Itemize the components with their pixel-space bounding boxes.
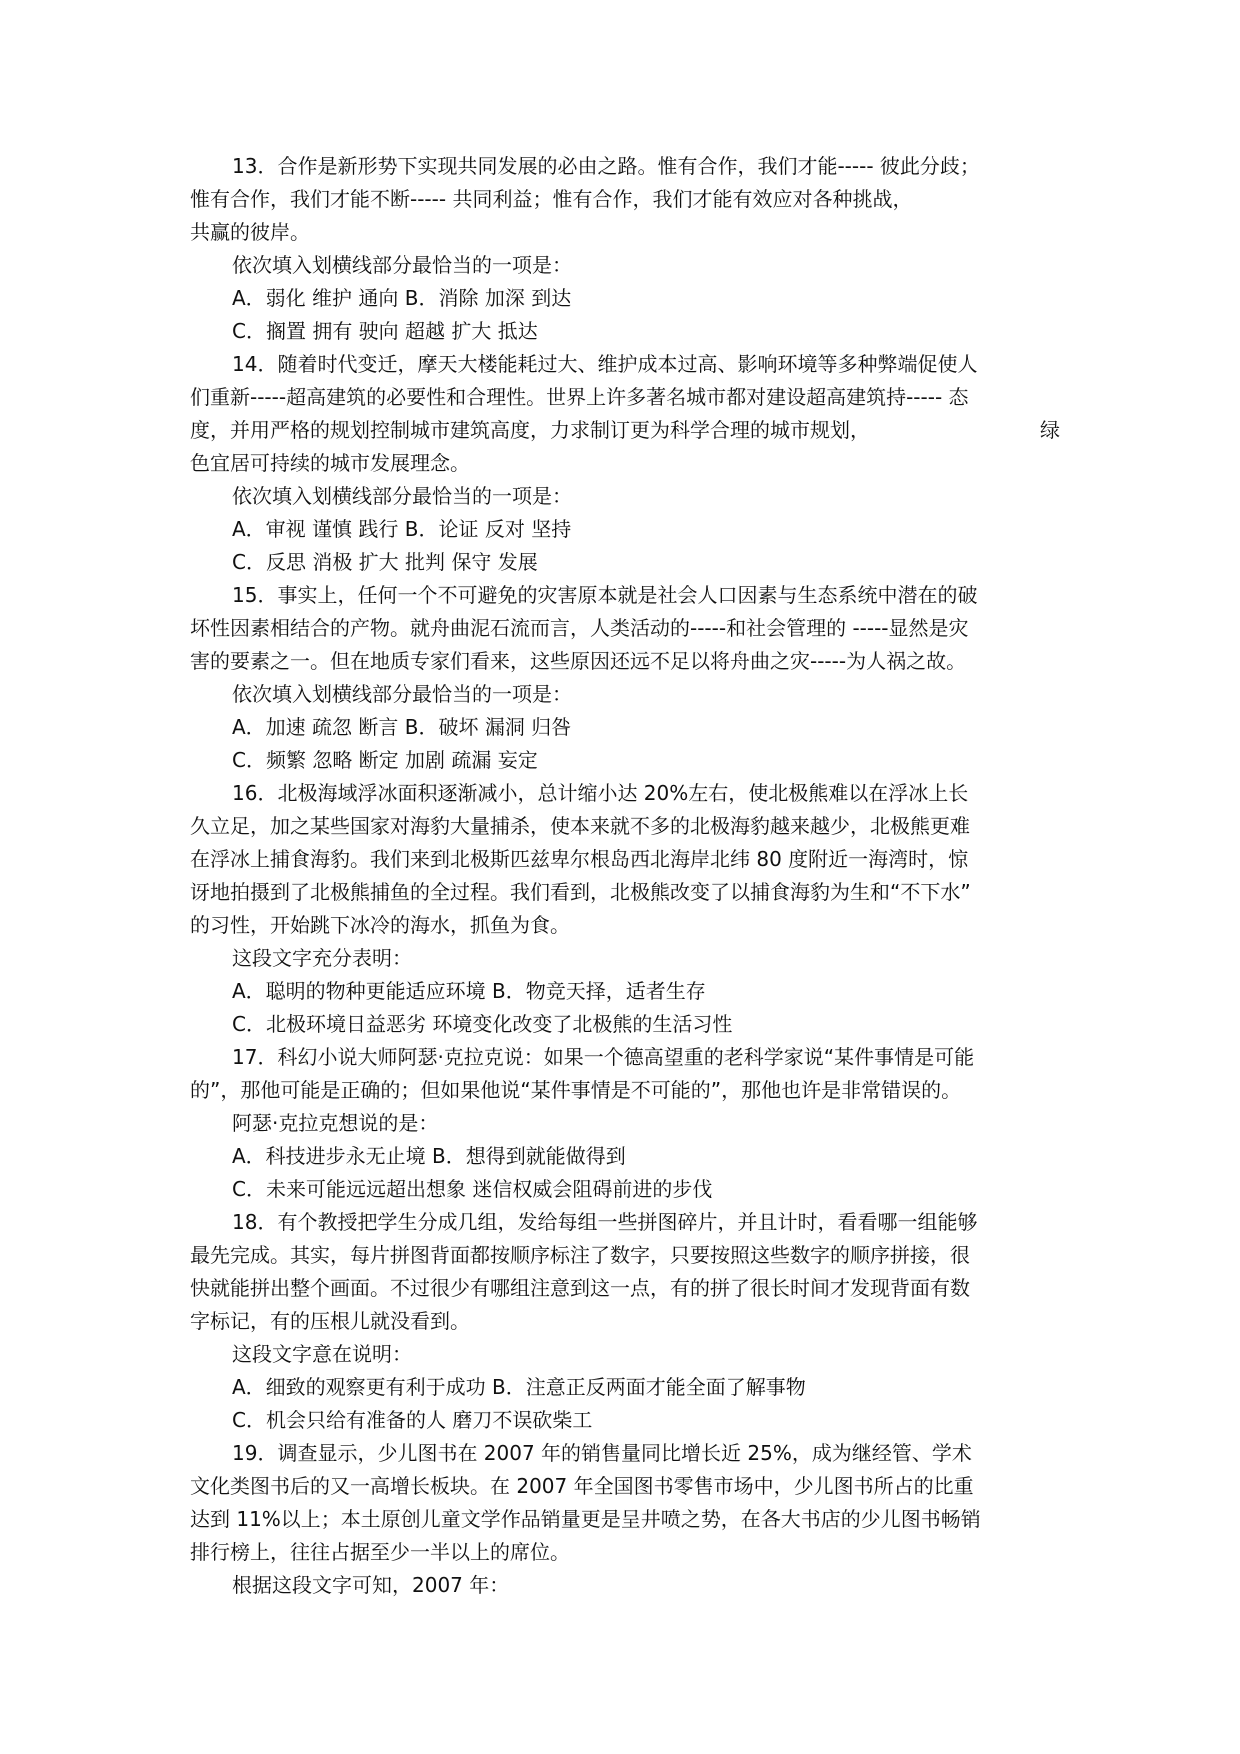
question-text-line: 讶地拍摄到了北极熊捕鱼的全过程。我们看到，北极熊改变了以捕食海豹为生和“不下水” [190, 880, 971, 904]
document-page [190, 150, 1060, 1602]
question-prompt: 依次填入划横线部分最恰当的一项是： [232, 682, 572, 706]
question-14 [190, 348, 1060, 579]
question-text-line: 17．科幻小说大师阿瑟·克拉克说：如果一个德高望重的老科学家说“某件事情是可能 [232, 1045, 975, 1069]
question-text-line: 的习性，开始跳下冰冷的海水，抓鱼为食。 [190, 913, 570, 937]
question-text-line: 久立足，加之某些国家对海豹大量捕杀，使本来就不多的北极海豹越来越少，北极熊更难 [190, 814, 970, 838]
question-prompt: 根据这段文字可知，2007 年： [232, 1573, 510, 1597]
question-text-line: 最先完成。其实，每片拼图背面都按顺序标注了数字，只要按照这些数字的顺序拼接，很 [190, 1243, 970, 1267]
question-text-line: 惟有合作，我们才能不断----- 共同利益；惟有合作，我们才能有效应对各种挑战， [190, 187, 913, 211]
question-text-line: 的”，那他可能是正确的；但如果他说“某件事情是不可能的”，那他也许是非常错误的。 [190, 1078, 962, 1102]
question-text-line: 18．有个教授把学生分成几组，发给每组一些拼图碎片，并且计时，看看哪一组能够 [232, 1210, 978, 1234]
answer-options: A．弱化 维护 通向 B．消除 加深 到达 [232, 286, 572, 310]
question-prompt: 这段文字充分表明： [232, 946, 412, 970]
answer-options: C．北极环境日益恶劣 环境变化改变了北极熊的生活习性 [232, 1012, 733, 1036]
answer-options: C．频繁 忽略 断定 加剧 疏漏 妄定 [232, 748, 538, 772]
answer-options: A．细致的观察更有利于成功 B．注意正反两面才能全面了解事物 [232, 1375, 806, 1399]
question-text-line: 害的要素之一。但在地质专家们看来，这些原因还远不足以将舟曲之灾-----为人祸之故。 [190, 649, 967, 673]
question-prompt: 依次填入划横线部分最恰当的一项是： [232, 253, 572, 277]
question-text-line: 达到 11%以上；本土原创儿童文学作品销量更是呈井喷之势，在各大书店的少儿图书畅销 [190, 1507, 981, 1531]
question-text-line: 排行榜上，往往占据至少一半以上的席位。 [190, 1540, 570, 1564]
answer-options: C．搁置 拥有 驶向 超越 扩大 抵达 [232, 319, 538, 343]
answer-options: A．加速 疏忽 断言 B．破坏 漏洞 归咎 [232, 715, 572, 739]
question-text-line: 在浮冰上捕食海豹。我们来到北极斯匹兹卑尔根岛西北海岸北纬 80 度附近一海湾时，惊 [190, 847, 969, 871]
question-text-line: 坏性因素相结合的产物。就舟曲泥石流而言，人类活动的-----和社会管理的 -----显然是灾 [190, 616, 969, 640]
question-17 [190, 1041, 1060, 1206]
question-text-fragment: 度，并用严格的规划控制城市建筑高度，力求制订更为科学合理的城市规划， [190, 418, 870, 442]
question-text-line: 共赢的彼岸。 [190, 220, 310, 244]
question-text-line: 15．事实上，任何一个不可避免的灾害原本就是社会人口因素与生态系统中潜在的破 [232, 583, 978, 607]
question-text-fragment: 绿 [1040, 418, 1060, 442]
question-text-line [190, 414, 1060, 447]
question-text-line: 文化类图书后的又一高增长板块。在 2007 年全国图书零售市场中，少儿图书所占的比重 [190, 1474, 974, 1498]
question-text-line: 19．调查显示，少儿图书在 2007 年的销售量同比增长近 25%，成为继经管、学术 [232, 1441, 972, 1465]
question-text-line: 13．合作是新形势下实现共同发展的必由之路。惟有合作，我们才能----- 彼此分歧； [232, 154, 980, 178]
question-prompt: 阿瑟·克拉克想说的是： [232, 1111, 439, 1135]
question-text-line: 快就能拼出整个画面。不过很少有哪组注意到这一点，有的拼了很长时间才发现背面有数 [190, 1276, 970, 1300]
question-text-line: 14．随着时代变迁，摩天大楼能耗过大、维护成本过高、影响环境等多种弊端促使人 [232, 352, 978, 376]
question-18 [190, 1206, 1060, 1437]
question-prompt: 这段文字意在说明： [232, 1342, 412, 1366]
question-13 [190, 150, 1060, 348]
question-16 [190, 777, 1060, 1041]
question-text-line: 字标记，有的压根儿就没看到。 [190, 1309, 470, 1333]
answer-options: C．机会只给有准备的人 磨刀不误砍柴工 [232, 1408, 593, 1432]
answer-options: A．审视 谨慎 践行 B．论证 反对 坚持 [232, 517, 572, 541]
question-text-line: 色宜居可持续的城市发展理念。 [190, 451, 470, 475]
question-19 [190, 1437, 1060, 1602]
question-text-line: 们重新-----超高建筑的必要性和合理性。世界上许多著名城市都对建设超高建筑持----- 态 [190, 385, 969, 409]
question-prompt: 依次填入划横线部分最恰当的一项是： [232, 484, 572, 508]
answer-options: C．未来可能远远超出想象 迷信权威会阻碍前进的步伐 [232, 1177, 713, 1201]
answer-options: C．反思 消极 扩大 批判 保守 发展 [232, 550, 538, 574]
answer-options: A．聪明的物种更能适应环境 B．物竞天择，适者生存 [232, 979, 706, 1003]
answer-options: A．科技进步永无止境 B．想得到就能做得到 [232, 1144, 626, 1168]
question-15 [190, 579, 1060, 777]
question-text-line: 16．北极海域浮冰面积逐渐减小，总计缩小达 20%左右，使北极熊难以在浮冰上长 [232, 781, 969, 805]
